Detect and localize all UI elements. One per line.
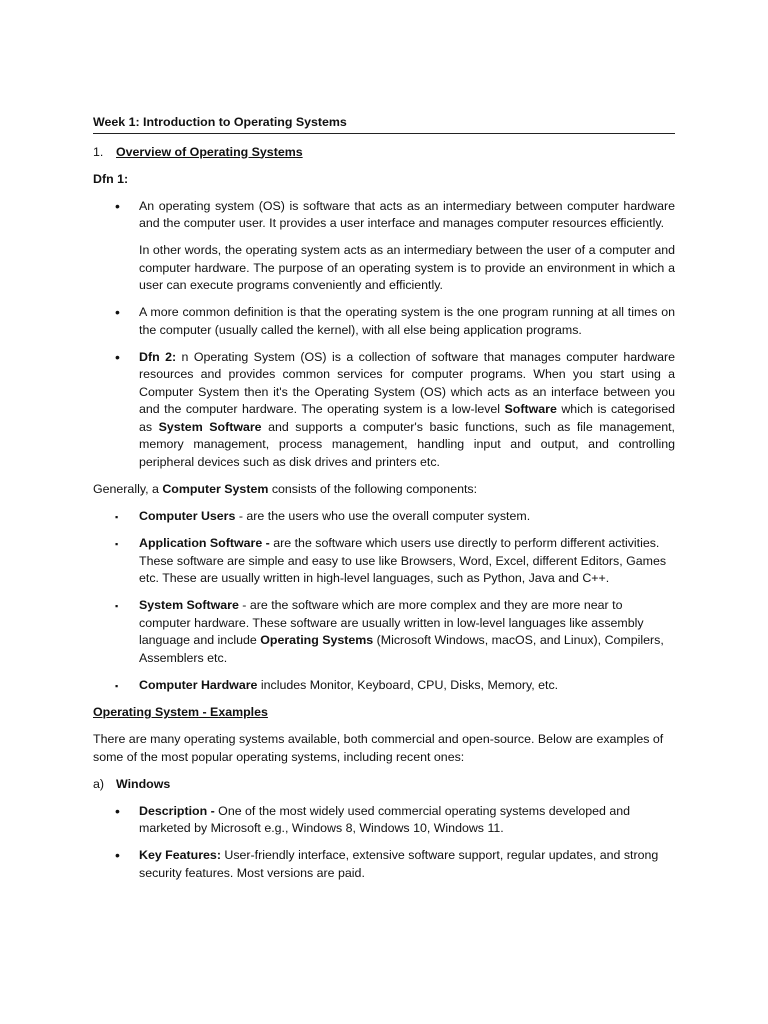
- list-item-continuation: In other words, the operating system acts as an intermediary between the user of a computer and computer hardware. The purpose of an operating system is to provide an environment in which a user can execute programs conveniently and efficiently.: [139, 243, 675, 293]
- component-name: Computer Users: [139, 509, 236, 524]
- section-number: 1.: [93, 144, 104, 159]
- dfn2-text: n Operating System (OS) is a collection of software that manages computer hardware resources and provides common services for computer programs. When you start using a Computer System then it's the Operating System (OS) which acts as an interface between you and the computer hardware. The operating system is a low-level: [139, 349, 675, 417]
- list-letter: a): [93, 776, 105, 791]
- components-intro-bold: Computer System: [162, 482, 269, 497]
- bullet-icon: •: [115, 197, 120, 214]
- component-text: (Microsoft Windows, macOS, and Linux), Compilers, Assemblers etc.: [139, 633, 664, 665]
- list-item: [93, 677, 675, 695]
- list-item: [93, 304, 675, 339]
- list-item: [93, 198, 675, 233]
- dfn2-bold-system-software: System Software: [158, 419, 262, 434]
- list-item: [93, 803, 675, 838]
- dfn2-text: and supports a computer's basic functions, such as file management, memory management, process management, handling input and output, and controlling peripheral devices such as disk drives and printers etc.: [139, 419, 675, 469]
- bullet-icon: •: [115, 847, 120, 864]
- examples-intro: There are many operating systems available, both commercial and open-source. Below are examples of some of the most popular operating systems, including recent ones:: [93, 732, 664, 764]
- component-text: includes Monitor, Keyboard, CPU, Disks, Memory, etc.: [257, 677, 559, 692]
- windows-heading: [93, 776, 675, 794]
- list-item: [93, 535, 675, 588]
- dfn2-label: Dfn 2:: [139, 349, 177, 364]
- components-intro-text: Generally, a: [93, 482, 163, 497]
- examples-heading: [93, 704, 675, 722]
- list-item: [93, 847, 675, 882]
- component-text: are the software which users use directly to perform different activities. These software are simple and easy to use like Browsers, Word, Excel, different Editors, Games etc. These are usually written in high-level languages, such as Python, Java and C++.: [139, 536, 667, 586]
- square-bullet-icon: ▪: [115, 680, 119, 691]
- document-body: [93, 114, 675, 892]
- list-item-text: An operating system (OS) is software that acts as an intermediary between computer hardware and the computer user. It provides a user interface and manages computer resources efficiently.: [139, 198, 675, 231]
- component-text: - are the users who use the overall computer system.: [235, 509, 531, 524]
- square-bullet-icon: ▪: [115, 512, 119, 523]
- item-text: One of the most widely used commercial operating systems developed and marketed by Microsoft e.g., Windows 8, Windows 10, Windows 11.: [139, 803, 631, 836]
- component-bold: Operating Systems: [260, 633, 374, 648]
- dfn1-label-text: Dfn 1:: [93, 171, 129, 186]
- item-name: Key Features:: [139, 848, 221, 863]
- page-title: Week 1: Introduction to Operating Systems: [93, 115, 347, 129]
- section-title: Overview of Operating Systems: [116, 144, 303, 159]
- item-text: User-friendly interface, extensive software support, regular updates, and strong security features. Most versions are paid.: [139, 848, 659, 880]
- components-intro: [93, 481, 675, 499]
- heading-rule: [93, 114, 675, 134]
- list-item-text: A more common definition is that the operating system is the one program running at all times on the computer (usually called the kernel), with all else being application programs.: [139, 305, 675, 337]
- component-name: System Software: [139, 598, 239, 613]
- dfn1-label: [93, 171, 675, 189]
- dfn2-item: [93, 349, 675, 472]
- item-name: Description -: [139, 803, 215, 818]
- bullet-icon: •: [115, 348, 120, 365]
- list-item: [93, 508, 675, 526]
- windows-title: Windows: [116, 776, 171, 791]
- dfn2-text: which is categorised as: [139, 402, 676, 434]
- section-heading: [93, 144, 675, 162]
- components-intro-text: consists of the following components:: [268, 482, 478, 497]
- list-item: [93, 597, 675, 667]
- component-text: - are the software which are more complex and they are more near to computer hardware. These software are usually written in low-level languages like assembly language and include: [139, 598, 644, 648]
- bullet-icon: •: [115, 304, 120, 321]
- component-name: Computer Hardware: [139, 677, 258, 692]
- square-bullet-icon: ▪: [115, 539, 119, 550]
- bullet-icon: •: [115, 802, 120, 819]
- square-bullet-icon: ▪: [115, 601, 119, 612]
- component-name: Application Software -: [139, 536, 270, 551]
- examples-heading-text: Operating System - Examples: [93, 705, 268, 720]
- dfn2-bold-software: Software: [504, 402, 557, 417]
